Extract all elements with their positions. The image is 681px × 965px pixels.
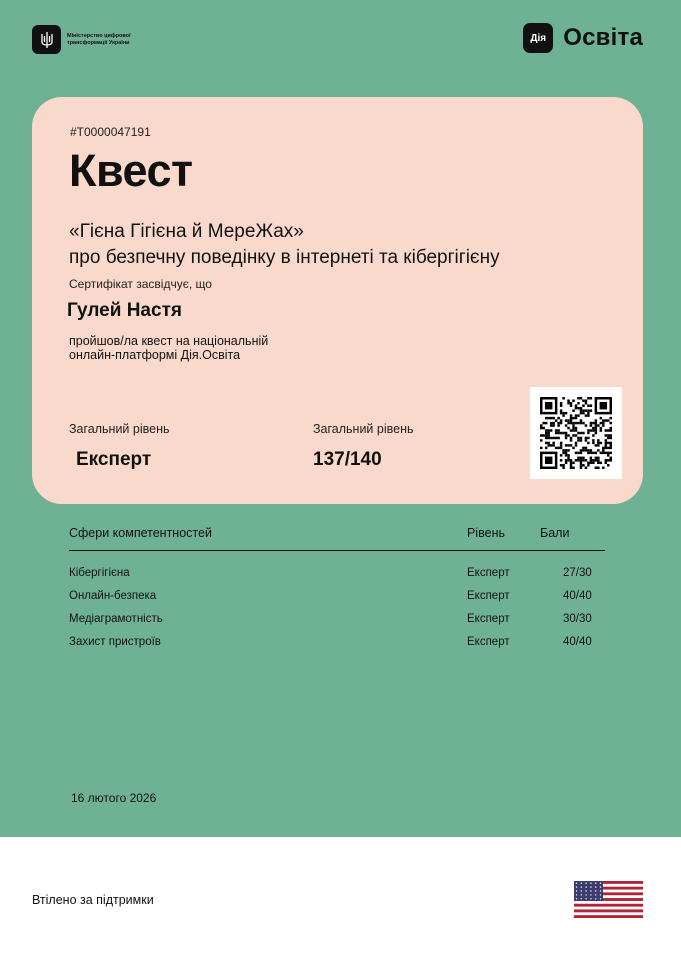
completion-text-line-1: пройшов/ла квест на національній <box>69 334 269 348</box>
quest-name: «Гієна Гігієна й МереЖах» <box>69 221 304 242</box>
person-name: Гулей Настя <box>67 300 182 321</box>
cell-level: Експерт <box>467 613 510 625</box>
us-flag-icon <box>574 881 643 918</box>
overall-level-label: Загальний рівень <box>69 422 170 436</box>
cell-level: Експерт <box>467 590 510 602</box>
competencies-table <box>69 567 605 659</box>
qr-code-icon <box>540 397 612 469</box>
header-points: Бали <box>540 526 570 540</box>
cell-points: 40/40 <box>563 636 592 648</box>
qr-code[interactable] <box>530 387 622 479</box>
issue-date: 16 лютого 2026 <box>71 791 157 805</box>
overall-score-value: 137/140 <box>313 449 382 470</box>
certifies-label: Сертифікат засвідчує, що <box>69 277 212 291</box>
competencies-table-header <box>69 526 605 551</box>
table-row <box>69 567 605 590</box>
ministry-name: Міністерство цифрової трансформації України <box>67 33 131 46</box>
brand-name: Освіта <box>563 24 643 51</box>
ministry-header <box>32 25 157 54</box>
certificate-type: Квест <box>69 145 193 196</box>
certificate-id: #T0000047191 <box>70 125 151 139</box>
brand-header <box>523 23 643 53</box>
supported-by-label: Втілено за підтримки <box>32 893 154 907</box>
cell-area: Захист пристроїв <box>69 636 161 648</box>
header-area: Сфери компетентностей <box>69 526 212 540</box>
completion-text-line-2: онлайн-платформі Дія.Освіта <box>69 348 241 362</box>
overall-level-value: Експерт <box>76 449 152 470</box>
trident-icon <box>32 25 61 54</box>
quest-subtitle: про безпечну поведінку в інтернеті та кібергігієну <box>69 247 500 268</box>
cell-area: Медіаграмотність <box>69 613 163 625</box>
cell-level: Експерт <box>467 567 510 579</box>
overall-score-label: Загальний рівень <box>313 422 414 436</box>
table-row <box>69 636 605 659</box>
header-level: Рівень <box>467 526 505 540</box>
diia-logo: Дія <box>523 23 553 53</box>
cell-area: Онлайн-безпека <box>69 590 157 602</box>
table-row <box>69 590 605 613</box>
cell-points: 27/30 <box>563 567 592 579</box>
cell-area: Кібергігієна <box>69 567 130 579</box>
cell-points: 40/40 <box>563 590 592 602</box>
cell-level: Експерт <box>467 636 510 648</box>
certificate-card <box>32 97 643 504</box>
table-row <box>69 613 605 636</box>
cell-points: 30/30 <box>563 613 592 625</box>
